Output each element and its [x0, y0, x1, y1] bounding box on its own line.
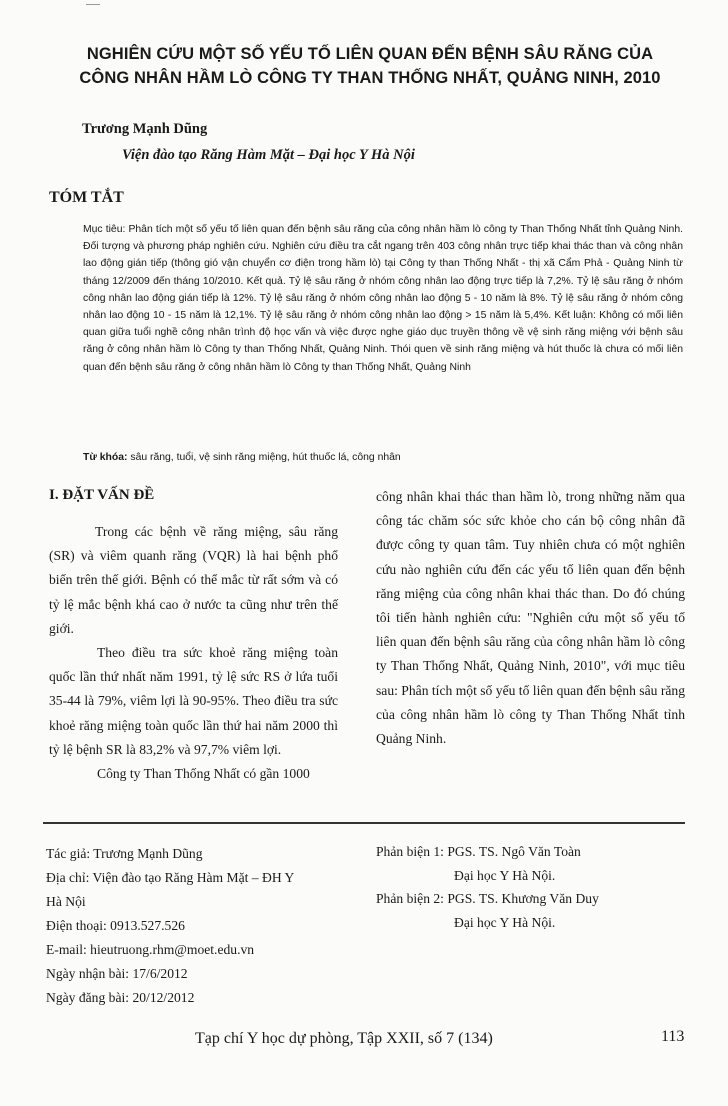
title-line-2: CÔNG NHÂN HẦM LÒ CÔNG TY THAN THỐNG NHẤT, QUẢNG NINH, 2010 [79, 69, 661, 87]
article-title [40, 42, 700, 90]
right-column [376, 485, 685, 751]
author-name: Trương Mạnh Dũng [82, 121, 208, 137]
reviewer-1: Phản biện 1: PGS. TS. Ngô Văn Toàn [376, 844, 581, 859]
abstract-text: Mục tiêu: Phân tích một số yếu tố liên quan đến bệnh sâu răng của công nhân hầm lò công ty Than Thống Nhất tỉnh Quảng Ninh. Đối tượng và phương pháp nghiên cứu. Nghiên cứu điều tra cắt ngang trên 403 công nhân trực tiếp khai thác than và công nhân lao động gián tiếp (thông gió vận chuyển cơ điện trong hầm lò) tại Công ty than Thống Nhất - thị xã Cẩm Phả - Quảng Ninh từ tháng 12/2009 đến tháng 10/2010. Kết quả. Tỷ lệ sâu răng ở nhóm công nhân lao động trực tiếp là 7,2%. Tỷ lệ sâu răng ở nhóm công nhân lao động gián tiếp là 12%. Tỷ lệ sâu răng ở nhóm công nhân lao động 5 - 10 năm là 8%. Tỷ lệ sâu răng ở nhóm công nhân lao động 10 - 15 năm là 12,1%. Tỷ lệ sâu răng ở nhóm công nhân lao động > 15 năm là 5,4%. Kết luận: Không có mối liên quan giữa tuổi nghề công nhân trình độ học vấn và việc được nghe giáo dục truyền thông về vệ sinh răng miệng với bệnh sâu răng ở công nhân hầm lò Công ty than Thống Nhất, Quảng Ninh. Thói quen về sinh răng miệng và hút thuốc là chưa có mối liên quan đến bệnh sâu răng ở công nhân hầm lò Công ty than Thống Nhất, Quảng Ninh [83, 224, 683, 373]
author-affiliation: Viện đào tạo Răng Hàm Mặt – Đại học Y Hà Nội [122, 147, 415, 163]
title-line-1: NGHIÊN CỨU MỘT SỐ YẾU TỐ LIÊN QUAN ĐẾN BỆNH SÂU RĂNG CỦA [86, 45, 654, 63]
reviewer-info [376, 840, 686, 934]
page-number: 113 [661, 1028, 685, 1045]
info-email: E-mail: hieutruong.rhm@moet.edu.vn [46, 942, 255, 957]
info-author: Tác giả: Trương Mạnh Dũng [46, 846, 203, 861]
reviewer-2-affiliation: Đại học Y Hà Nội. [454, 914, 556, 930]
keywords [83, 452, 683, 463]
reviewer-2: Phản biện 2: PGS. TS. Khương Văn Duy [376, 891, 599, 906]
journal-footer: Tạp chí Y học dự phòng, Tập XXII, số 7 (134) [195, 1030, 493, 1047]
keywords-label: Từ khóa: [83, 452, 128, 463]
left-column [49, 485, 338, 786]
paragraph: Trong các bệnh về răng miệng, sâu răng (SR) và viêm quanh răng (VQR) là hai bệnh phổ biến trên thế giới. Bệnh có thể mắc từ rất sớm và có tỷ lệ mắc bệnh khá cao ở nước ta cũng như trên thế giới. [49, 524, 338, 636]
info-address-cont: Hà Nội [46, 894, 86, 909]
info-received-date: Ngày nhận bài: 17/6/2012 [46, 966, 188, 981]
paragraph: Theo điều tra sức khoẻ răng miệng toàn quốc lần thứ nhất năm 1991, tỷ lệ sức RS ở lứa tuổi 35-44 là 79%, viêm lợi là 90-95%. Theo điều tra sức khoẻ răng miệng toàn quốc lần thứ hai năm 2000 thì tỷ lệ bệnh SR là 83,2% và 97,7% viêm lợi. [49, 645, 338, 757]
keywords-text: sâu răng, tuổi, vệ sinh răng miệng, hút thuốc lá, công nhân [127, 452, 401, 463]
reviewer-1-affiliation: Đại học Y Hà Nội. [454, 867, 556, 883]
abstract-heading: TÓM TẮT [49, 189, 124, 206]
divider [43, 822, 685, 824]
author-info [46, 842, 366, 1010]
paragraph: Công ty Than Thống Nhất có gần 1000 [97, 766, 310, 782]
info-published-date: Ngày đăng bài: 20/12/2012 [46, 990, 195, 1005]
section-heading: I. ĐẶT VẤN ĐỀ [49, 487, 155, 503]
paragraph: công nhân khai thác than hầm lò, trong những năm qua công tác chăm sóc sức khỏe cho cán bộ công nhân đã được công ty quan tâm. Tuy nhiên chưa có một nghiên cứu nào nghiên cứu đến các yếu tố liên quan đến bệnh răng miệng của công nhân khai thác than. Do đó chúng tôi tiến hành nghiên cứu: "Nghiên cứu một số yếu tố liên quan đến bệnh sâu răng của công nhân hầm lò công ty Than Thống Nhất, Quảng Ninh, 2010", với mục tiêu sau: Phân tích một số yếu tố liên quan đến bệnh sâu răng của công nhân hầm lò công ty Than Thống Nhất tỉnh Quảng Ninh. [376, 489, 685, 747]
info-address: Địa chỉ: Viện đào tạo Răng Hàm Mặt – ĐH Y [46, 870, 295, 885]
info-phone: Điện thoại: 0913.527.526 [46, 918, 185, 933]
scan-mark [86, 4, 100, 5]
